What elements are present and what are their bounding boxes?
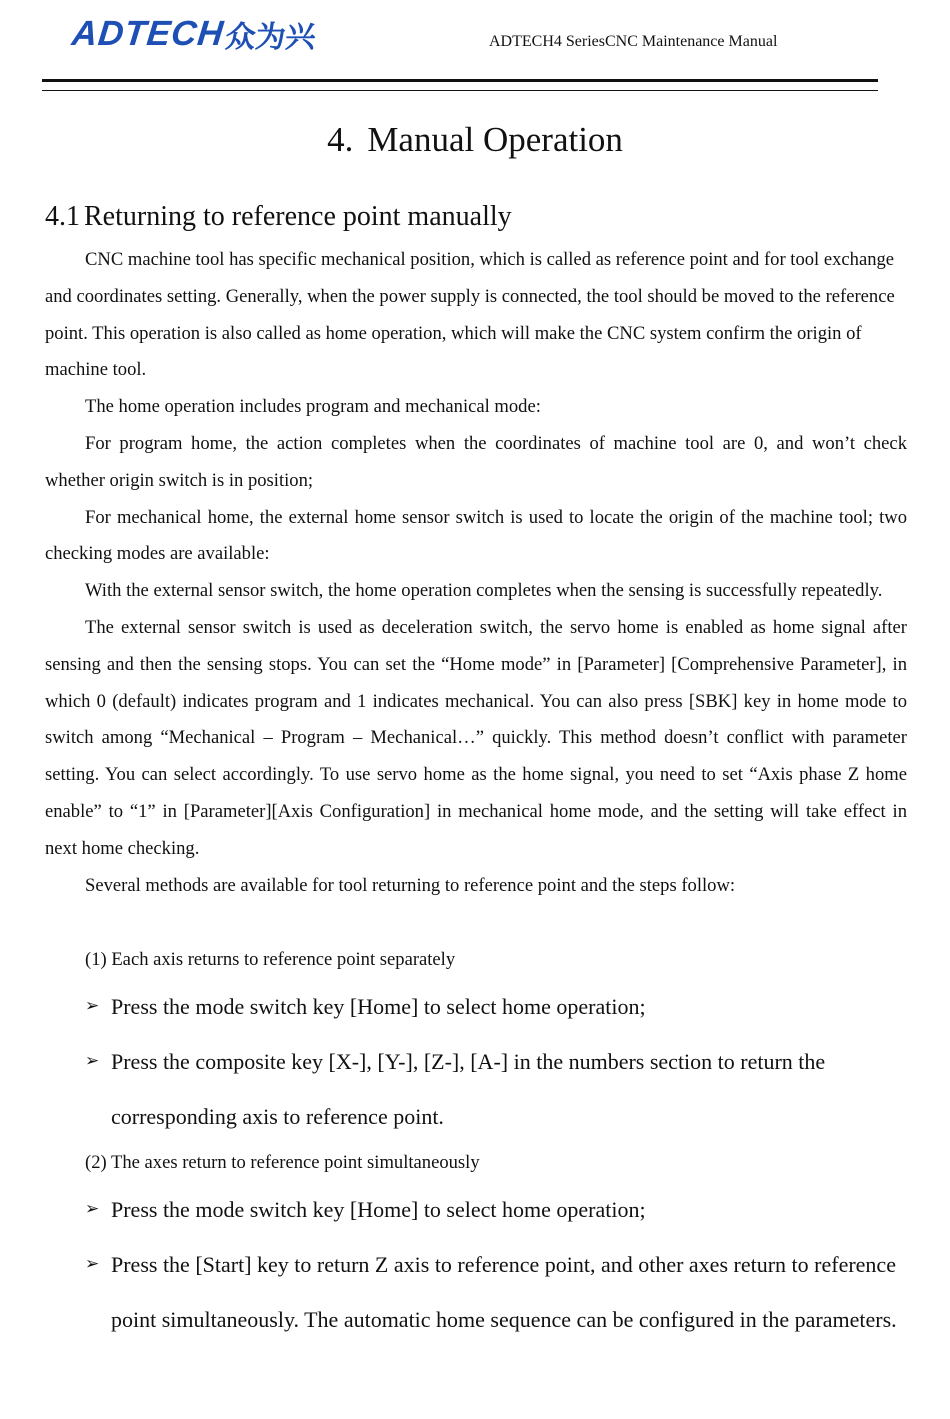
method-2-step-1 (85, 1182, 905, 1237)
paragraph-sensor-switch: With the external sensor switch, the home operation completes when the sensing is successfully repeatedly. (85, 580, 883, 602)
arrow-bullet-icon: ➢ (85, 1254, 100, 1274)
method-1-step-2 (85, 1034, 905, 1144)
section-heading (45, 198, 512, 236)
method-1-step-1 (85, 979, 905, 1034)
adtech-logo (70, 14, 318, 54)
arrow-bullet-icon: ➢ (85, 996, 100, 1016)
method-1-heading: (1) Each axis returns to reference point separately (85, 949, 456, 970)
page-header (0, 0, 950, 100)
section-number: 4.1 (45, 201, 80, 232)
section-title-text: Returning to reference point manually (84, 201, 512, 232)
logo-chinese-text: 众为兴 (223, 20, 318, 55)
paragraph-reference-point: CNC machine tool has specific mechanical position, which is called as reference point and for tool exchange and coordinates setting. Generally, when the power supply is connected, the tool should be moved to the reference point. This operation is also called as home operation, which will make the CNC system confirm the origin of machine tool. (45, 249, 895, 381)
arrow-bullet-icon: ➢ (85, 1199, 100, 1219)
step-text: Press the mode switch key [Home] to select home operation; (111, 1197, 646, 1222)
method-2-step-2 (85, 1237, 905, 1347)
manual-title: ADTECH4 SeriesCNC Maintenance Manual (489, 33, 778, 50)
chapter-title-text: Manual Operation (367, 120, 623, 159)
paragraph-deceleration-switch: The external sensor switch is used as deceleration switch, the servo home is enabled as home signal after sensing and then the sensing stops. You can set the “Home mode” in [Parameter] [Comprehensive Parameter], in which 0 (default) indicates program and 1 indicates mechanical. You can also press [SBK] key in home mode to switch among “Mechanical – Program – Mechanical…” quickly. This method doesn’t conflict with parameter setting. You can select accordingly. To use servo home as the home signal, you need to set “Axis phase Z home enable” to “1” in [Parameter][Axis Configuration] in mechanical home mode, and the setting will take effect in next home checking. (45, 616, 907, 859)
step-text: Press the [Start] key to return Z axis to reference point, and other axes return to reference point simultaneously. The automatic home sequence can be configured in the parameters. (111, 1252, 897, 1332)
step-text: Press the composite key [X-], [Y-], [Z-], [A-] in the numbers section to return the corresponding axis to reference point. (111, 1049, 826, 1129)
chapter-title (0, 118, 950, 162)
logo-latin-text: ADTECH (70, 14, 226, 53)
header-rule-thin (42, 90, 878, 91)
paragraph-home-modes: The home operation includes program and mechanical mode: (85, 396, 541, 418)
chapter-number: 4. (327, 120, 354, 159)
header-rule-thick (42, 79, 878, 82)
method-2-heading: (2) The axes return to reference point simultaneously (85, 1152, 480, 1173)
step-text: Press the mode switch key [Home] to select home operation; (111, 994, 646, 1019)
paragraph-program-home: For program home, the action completes when the coordinates of machine tool are 0, and won’t check whether origin switch is in position; (45, 432, 907, 491)
section-body (45, 242, 907, 904)
paragraph-mechanical-home: For mechanical home, the external home sensor switch is used to locate the origin of the machine tool; two checking modes are available: (45, 506, 907, 565)
paragraph-methods-intro: Several methods are available for tool returning to reference point and the steps follow: (85, 874, 736, 896)
arrow-bullet-icon: ➢ (85, 1051, 100, 1071)
